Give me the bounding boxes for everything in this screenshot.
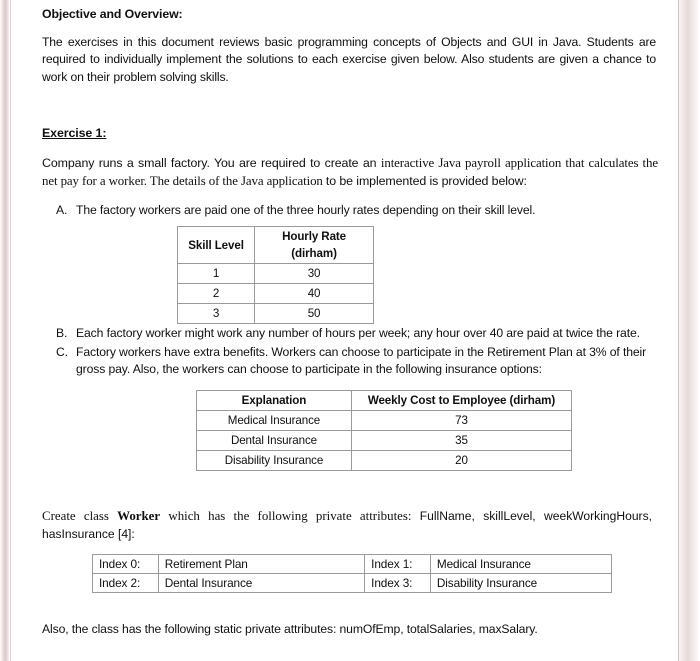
header-explanation: Explanation — [197, 390, 352, 410]
exercise-requirement-list — [42, 202, 666, 471]
worker-class-paragraph — [42, 507, 666, 544]
header-hourly-rate: Hourly Rate (dirham) — [255, 227, 374, 264]
cell-index-label: Index 3: — [365, 573, 431, 592]
insurance-index-table — [92, 554, 612, 593]
cell-explanation: Medical Insurance — [197, 410, 352, 430]
insurance-options-table — [196, 390, 572, 471]
exercise-intro-part1: Company runs a small factory. You are required to create an — [42, 155, 381, 170]
exercise-section — [42, 126, 666, 471]
table-row — [197, 450, 572, 470]
table-row — [178, 304, 374, 324]
list-item-c — [42, 344, 666, 471]
cell-skill-level: 2 — [178, 284, 255, 304]
cell-skill-level: 3 — [178, 304, 255, 324]
cell-hourly-rate: 40 — [255, 284, 374, 304]
cell-hourly-rate: 50 — [255, 304, 374, 324]
table-header-row — [197, 390, 572, 410]
cell-index-value: Dental Insurance — [158, 573, 364, 592]
cell-index-label: Index 2: — [93, 573, 159, 592]
cell-index-value: Retirement Plan — [158, 554, 364, 573]
objective-heading: Objective and Overview: — [42, 7, 183, 21]
cell-hourly-rate: 30 — [255, 264, 374, 284]
worker-attributes-list: FullName, skillLevel, weekWorkingHours, hasInsurance [4]: — [42, 508, 652, 542]
list-item-b — [42, 325, 666, 342]
cell-index-value: Medical Insurance — [430, 554, 611, 573]
table-row — [178, 284, 374, 304]
exercise-intro-part2: interactive Java payroll application that calculates the net pay for a worker. The details of the Java application — [42, 155, 658, 188]
table-header-row — [178, 227, 374, 264]
list-marker-a: A. — [56, 202, 68, 217]
cell-weekly-cost: 35 — [351, 430, 571, 450]
skill-rate-table — [177, 226, 374, 324]
table-row — [197, 410, 572, 430]
header-skill-level: Skill Level — [178, 227, 255, 264]
insurance-table-container — [196, 390, 658, 471]
table-row — [93, 573, 612, 592]
list-item-a-text: The factory workers are paid one of the three hourly rates depending on their skill level. — [76, 202, 536, 217]
worker-paragraph-tail: which has the following private attributes: — [160, 508, 420, 523]
skill-rate-table-container — [177, 226, 658, 324]
cell-weekly-cost: 73 — [351, 410, 571, 430]
closing-paragraph: Also, the class has the following static private attributes: numOfEmp, totalSalaries, maxSalary. — [42, 621, 538, 636]
worker-paragraph-lead: Create class — [42, 508, 118, 523]
list-item-a — [42, 202, 666, 324]
cell-skill-level: 1 — [178, 264, 255, 284]
exercise-heading: Exercise 1: — [42, 125, 107, 140]
exercise-intro-paragraph — [42, 154, 666, 190]
cell-index-label: Index 1: — [365, 554, 431, 573]
index-table-container — [92, 554, 666, 593]
header-weekly-cost: Weekly Cost to Employee (dirham) — [351, 390, 571, 410]
list-marker-b: B. — [56, 326, 68, 341]
list-item-b-text: Each factory worker might work any number of hours per week; any hour over 40 are paid at twice the rate. — [76, 326, 640, 341]
cell-explanation: Dental Insurance — [197, 430, 352, 450]
list-marker-c: C. — [56, 344, 68, 359]
table-row — [178, 264, 374, 284]
objective-paragraph: The exercises in this document reviews basic programming concepts of Objects and GUI in Java. Students are required to individually implement the solutions to each exercise given below. Also students are given a chance to work on their problem solving skills. — [42, 35, 656, 84]
table-row — [93, 554, 612, 573]
list-item-c-text: Factory workers have extra benefits. Workers can choose to participate in the Retirement Plan at 3% of their gross pay. Also, the workers can choose to participate in the following insurance options: — [76, 344, 647, 377]
cell-explanation: Disability Insurance — [197, 450, 352, 470]
cell-index-label: Index 0: — [93, 554, 159, 573]
cell-weekly-cost: 20 — [351, 450, 571, 470]
cell-index-value: Disability Insurance — [430, 573, 611, 592]
table-row — [197, 430, 572, 450]
exercise-intro-part3: to be implemented is provided below: — [325, 173, 527, 188]
worker-class-name: Worker — [117, 508, 161, 523]
